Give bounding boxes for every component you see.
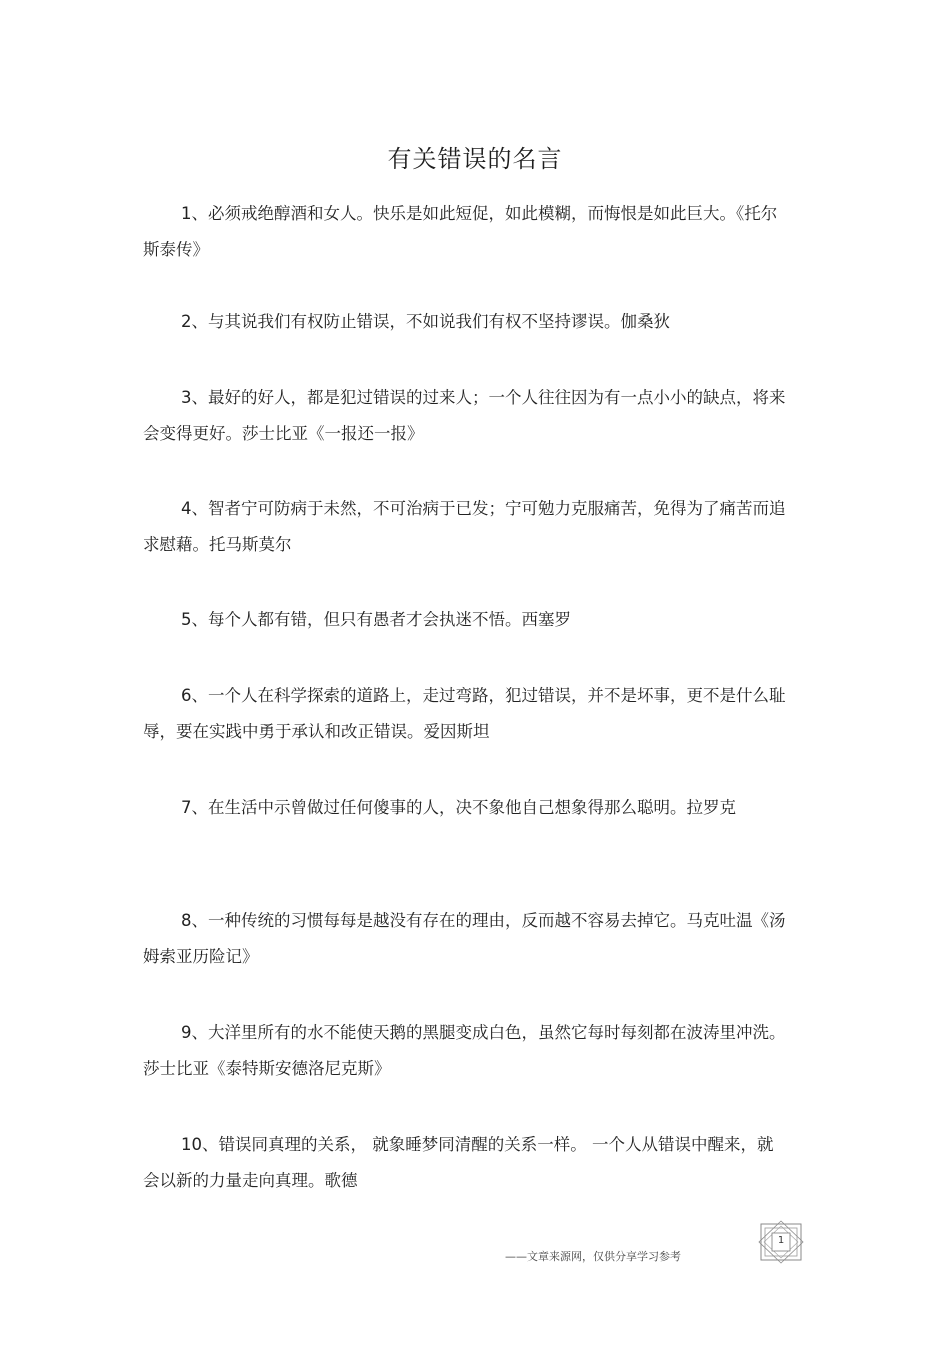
page-number: 1 <box>777 1235 785 1246</box>
quote-item: 1、必须戒绝醇酒和女人。快乐是如此短促，如此模糊，而悔恨是如此巨大。《托尔斯泰传》 <box>143 204 778 259</box>
quote-item: 4、智者宁可防病于未然，不可治病于已发；宁可勉力克服痛苦，免得为了痛苦而追求慰藉。托马斯莫尔 <box>143 499 786 554</box>
page-number-badge <box>757 1220 805 1264</box>
quote-item: 5、每个人都有错，但只有愚者才会执迷不悟。西塞罗 <box>181 610 571 629</box>
page-title: 有关错误的名言 <box>387 145 563 173</box>
quote-item: 6、一个人在科学探索的道路上，走过弯路，犯过错误，并不是坏事，更不是什么耻辱，要在实践中勇于承认和改正错误。爱因斯坦 <box>143 686 786 741</box>
quote-item: 10、错误同真理的关系， 就象睡梦同清醒的关系一样。 一个人从错误中醒来，就会以新的力量走向真理。歌德 <box>143 1135 774 1190</box>
quote-item: 3、最好的好人，都是犯过错误的过来人；一个人往往因为有一点小小的缺点，将来会变得更好。莎士比亚《一报还一报》 <box>143 388 786 443</box>
quote-item: 2、与其说我们有权防止错误，不如说我们有权不坚持谬误。伽桑狄 <box>181 312 670 331</box>
quote-item: 9、大洋里所有的水不能使天鹅的黑腿变成白色，虽然它每时每刻都在波涛里冲洗。莎士比亚《泰特斯安德洛尼克斯》 <box>143 1023 786 1078</box>
quote-item: 7、在生活中示曾做过任何傻事的人，决不象他自己想象得那么聪明。拉罗克 <box>181 798 736 817</box>
source-note: ——文章来源网，仅供分享学习参考 <box>505 1250 681 1263</box>
quote-item: 8、一种传统的习惯每每是越没有存在的理由，反而越不容易去掉它。马克吐温《汤姆索亚历险记》 <box>143 911 786 966</box>
